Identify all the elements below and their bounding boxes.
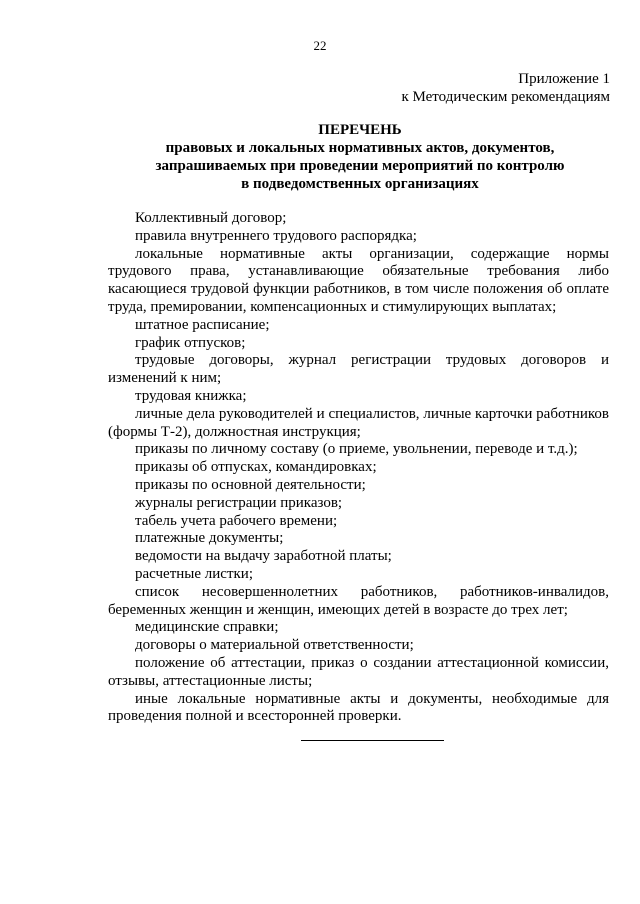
list-item: табель учета рабочего времени; [135, 512, 338, 529]
list-item: трудовые договоры, журнал регистрации трудовых договоров и изменений к ним; [108, 352, 609, 387]
list-item: локальные нормативные акты организации, содержащие нормы трудового права, устанавливающие обязательные требования либо касающиеся трудовой функции работников, в том числе положения об оплате труда, премировании, компенсационных и стимулирующих выплатах; [108, 245, 609, 315]
document-title [80, 121, 640, 193]
list-item: иные локальные нормативные акты и документы, необходимые для проведения полной и всесторонней проверки. [108, 690, 609, 725]
appendix-header [401, 70, 610, 106]
list-item: приказы об отпусках, командировках; [135, 459, 377, 476]
list-item: личные дела руководителей и специалистов, личные карточки работников (формы Т-2), должностная инструкция; [108, 405, 609, 440]
title-line-1: правовых и локальных нормативных актов, документов, [165, 140, 555, 156]
list-item: штатное расписание; [135, 316, 270, 333]
document-list [108, 210, 609, 726]
list-item: расчетные листки; [135, 565, 253, 582]
title-line-3: в подведомственных организациях [241, 176, 479, 192]
list-item: платежные документы; [135, 530, 284, 547]
closing-divider [301, 740, 444, 741]
list-item: график отпусков; [135, 334, 246, 351]
list-item: трудовая книжка; [135, 387, 247, 404]
appendix-line-1: Приложение 1 [518, 71, 610, 87]
appendix-line-2: к Методическим рекомендациям [401, 89, 610, 105]
list-item: Коллективный договор; [135, 210, 287, 226]
list-item: положение об аттестации, приказ о создании аттестационной комиссии, отзывы, аттестационные листы; [108, 654, 609, 689]
list-item: приказы по личному составу (о приеме, увольнении, переводе и т.д.); [135, 441, 578, 458]
page-number: 22 [313, 38, 327, 53]
title-heading: ПЕРЕЧЕНЬ [318, 122, 402, 138]
list-item: список несовершеннолетних работников, работников-инвалидов, беременных женщин и женщин, имеющих детей в возрасте до трех лет; [108, 583, 609, 618]
list-item: медицинские справки; [135, 619, 279, 636]
list-item: журналы регистрации приказов; [135, 494, 343, 511]
title-line-2: запрашиваемых при проведении мероприятий по контролю [155, 158, 565, 174]
list-item: договоры о материальной ответственности; [135, 637, 414, 654]
list-item: приказы по основной деятельности; [135, 476, 366, 493]
list-item: правила внутреннего трудового распорядка; [135, 227, 417, 244]
list-item: ведомости на выдачу заработной платы; [135, 548, 392, 565]
